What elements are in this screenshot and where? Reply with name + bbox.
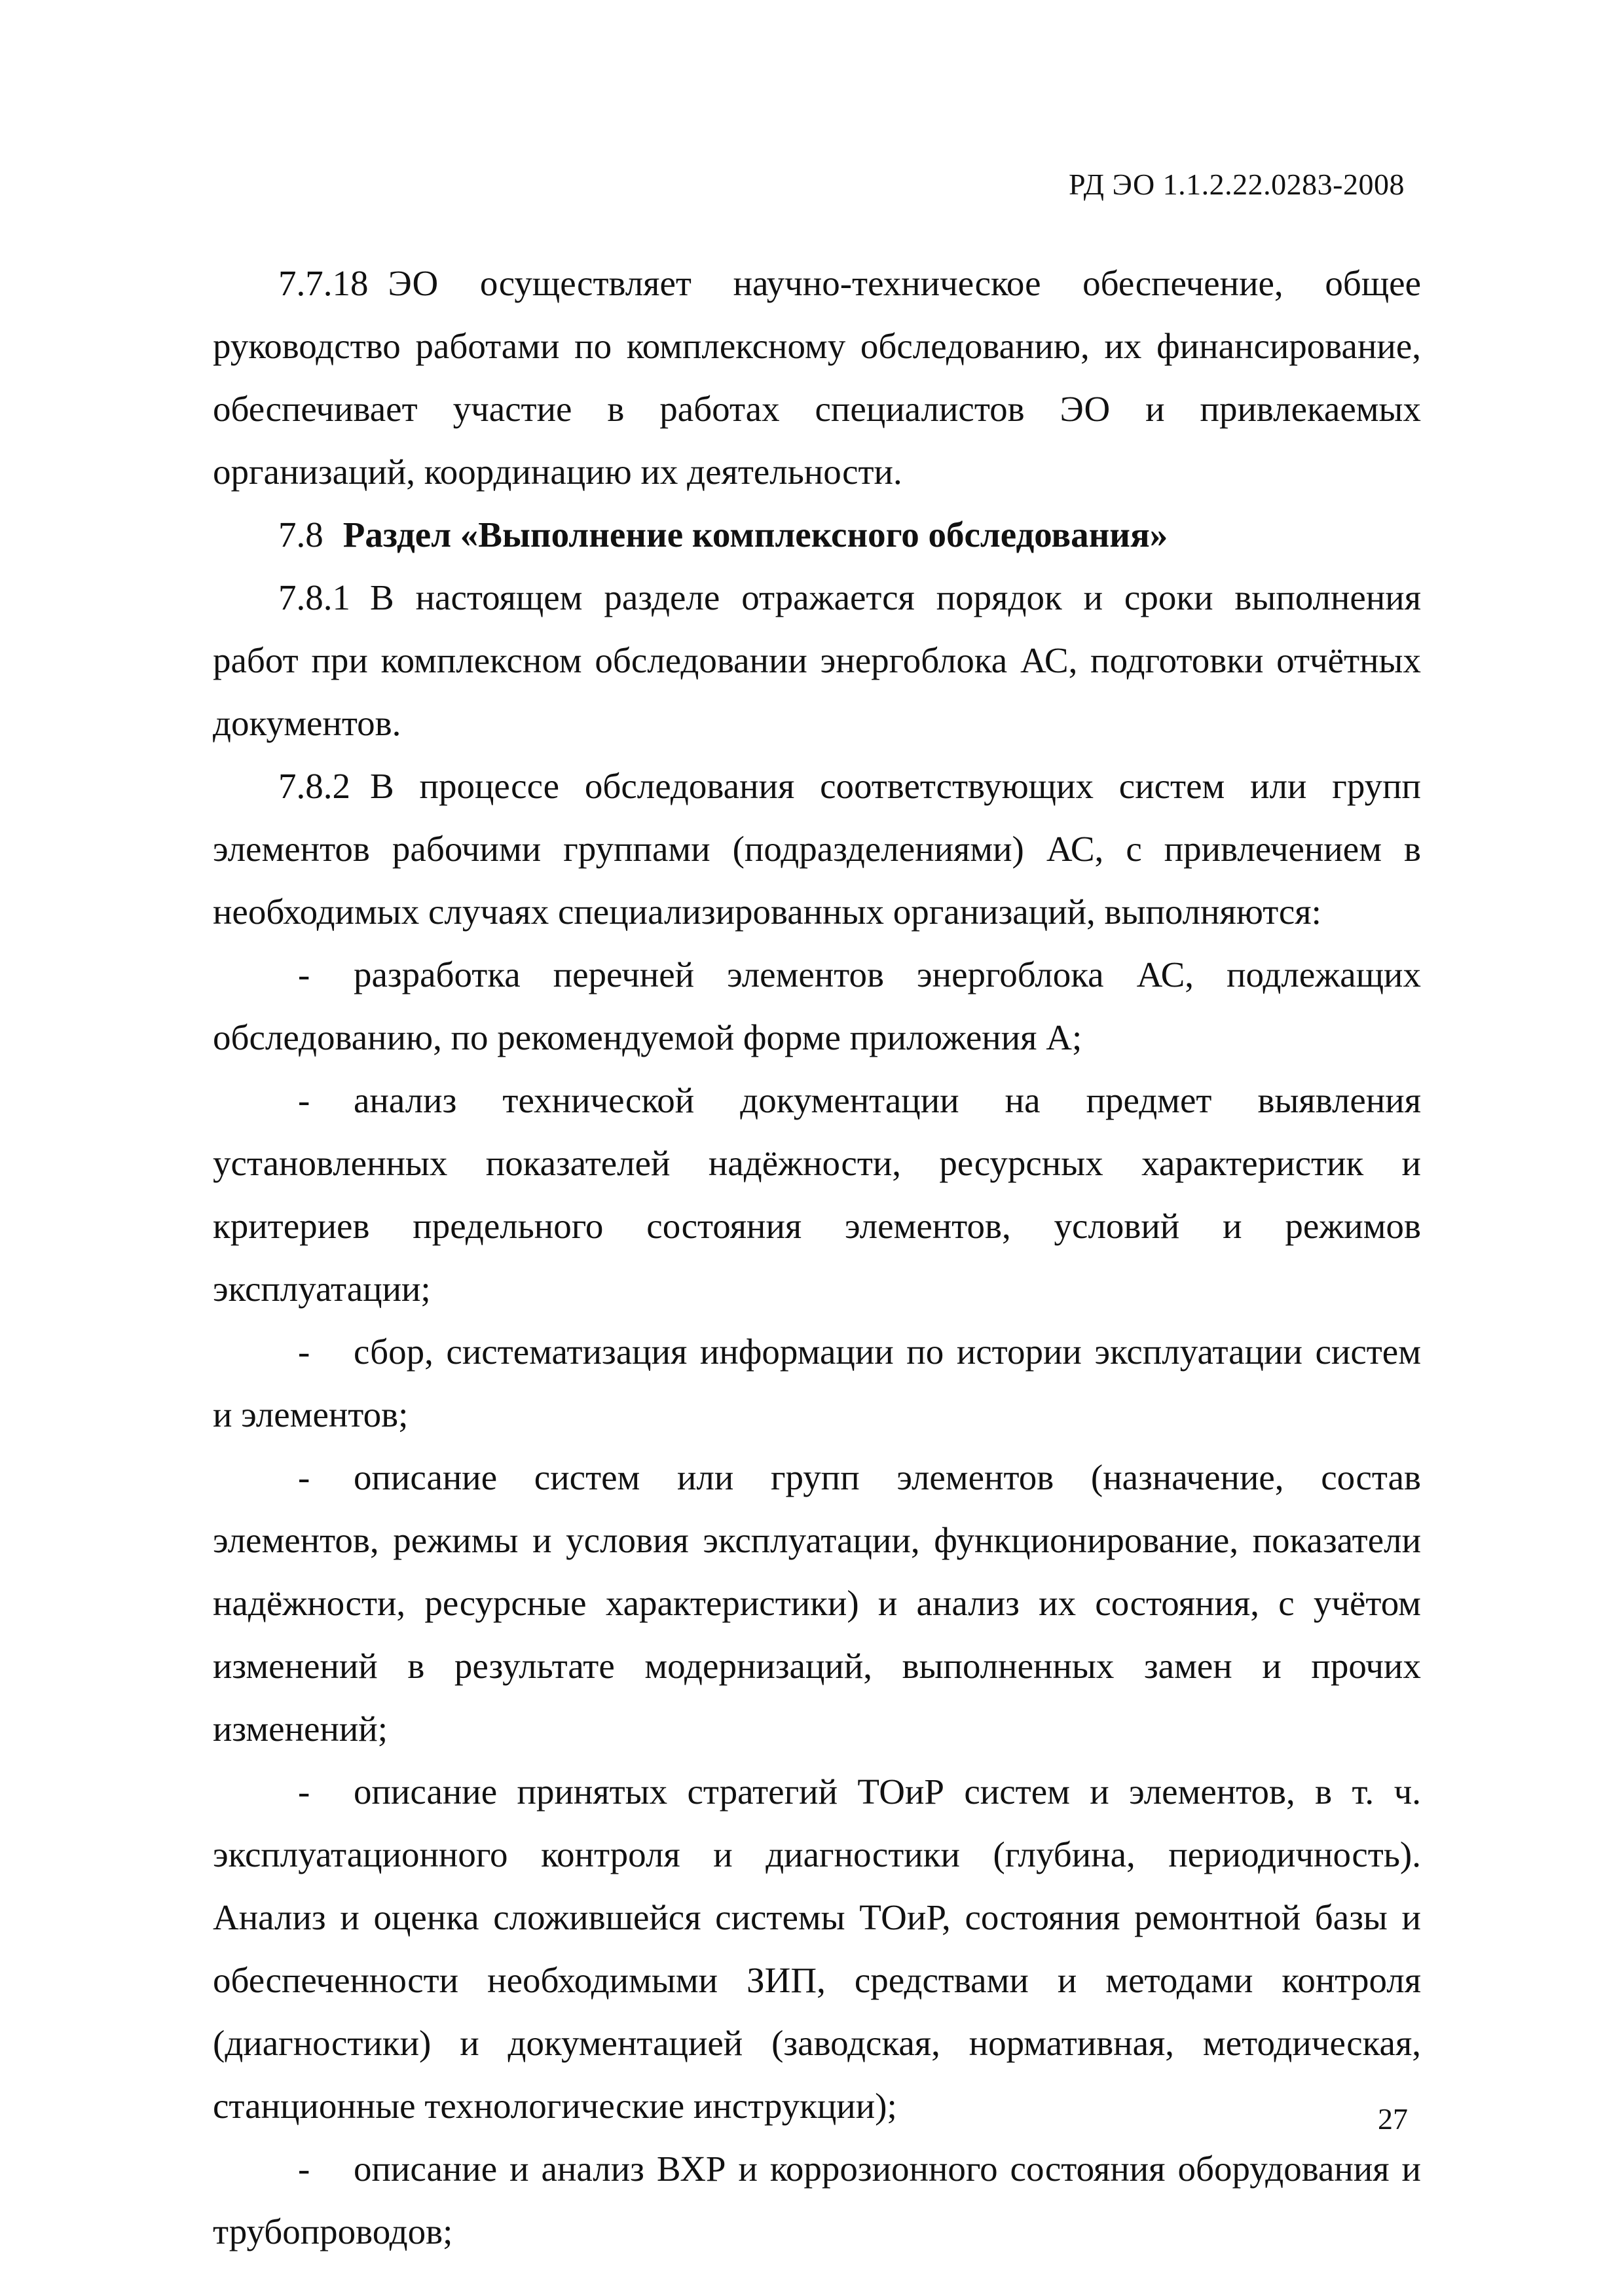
list-item: [213, 1321, 1421, 1446]
paragraph-text: ЭО осуществляет научно-техническое обеспечение, общее руководство работами по комплексному обследованию, их финансирование, обеспечивает участие в работах специалистов ЭО и привлекаемых организаций, координацию их деятельности.: [213, 263, 1421, 492]
dash-bullet: -: [298, 1772, 310, 1812]
paragraph-number: 7.8.2: [278, 766, 350, 806]
paragraph-7-8-1: [213, 566, 1421, 755]
list-item: [213, 2138, 1421, 2263]
list-item-text: анализ технической документации на предмет выявления установленных показателей надёжности, ресурсных характеристик и критериев предельного состояния элементов, условий и режимов эксплуатации;: [213, 1080, 1421, 1309]
list-item-text: описание систем или групп элементов (назначение, состав элементов, режимы и условия эксплуатации, функционирование, показатели надёжности, ресурсные характеристики) и анализ их состояния, с учётом изменений в результате модернизаций, выполненных замен и прочих изменений;: [213, 1457, 1421, 1749]
dash-bullet: -: [298, 1457, 310, 1497]
list-item-text: разработка перечней элементов энергоблока АС, подлежащих обследованию, по рекомендуемой форме приложения А;: [213, 955, 1421, 1057]
list-item: [213, 1069, 1421, 1321]
paragraph-number: 7.7.18: [278, 263, 369, 303]
section-number: 7.8: [278, 515, 323, 555]
dash-bullet: -: [298, 1080, 310, 1120]
section-heading-7-8: [213, 503, 1421, 566]
list-item: [213, 943, 1421, 1069]
dash-bullet: -: [298, 955, 310, 994]
paragraph-7-7-18: [213, 252, 1421, 503]
section-title: Раздел «Выполнение комплексного обследования»: [342, 515, 1168, 555]
list-item-text: описание принятых стратегий ТОиР систем и элементов, в т. ч. эксплуатационного контроля и диагностики (глубина, периодичность). Анализ и оценка сложившейся системы ТОиР, состояния ремонтной базы и обеспеченности необходимыми ЗИП, средствами и методами контроля (диагностики) и документацией (заводская, нормативная, методическая, станционные технологические инструкции);: [213, 1772, 1421, 2126]
paragraph-number: 7.8.1: [278, 577, 350, 617]
page-number: 27: [1378, 2102, 1408, 2136]
dash-bullet: -: [298, 2149, 310, 2189]
paragraph-text: В процессе обследования соответствующих систем или групп элементов рабочими группами (подразделениями) АС, с привлечением в необходимых случаях специализированных организаций, выполняются:: [213, 766, 1421, 932]
list-item-text: сбор, систематизация информации по истории эксплуатации систем и элементов;: [213, 1332, 1421, 1434]
list-item-text: описание и анализ ВХР и коррозионного состояния оборудования и трубопроводов;: [213, 2149, 1421, 2251]
paragraph-text: В настоящем разделе отражается порядок и сроки выполнения работ при комплексном обследовании энергоблока АС, подготовки отчётных документов.: [213, 577, 1421, 743]
page-body: [213, 252, 1421, 2263]
dash-bullet: -: [298, 1332, 310, 1372]
list-item: [213, 1760, 1421, 2138]
list-item: [213, 1446, 1421, 1760]
document-code: РД ЭО 1.1.2.22.0283-2008: [1069, 168, 1405, 201]
paragraph-7-8-2: [213, 755, 1421, 943]
